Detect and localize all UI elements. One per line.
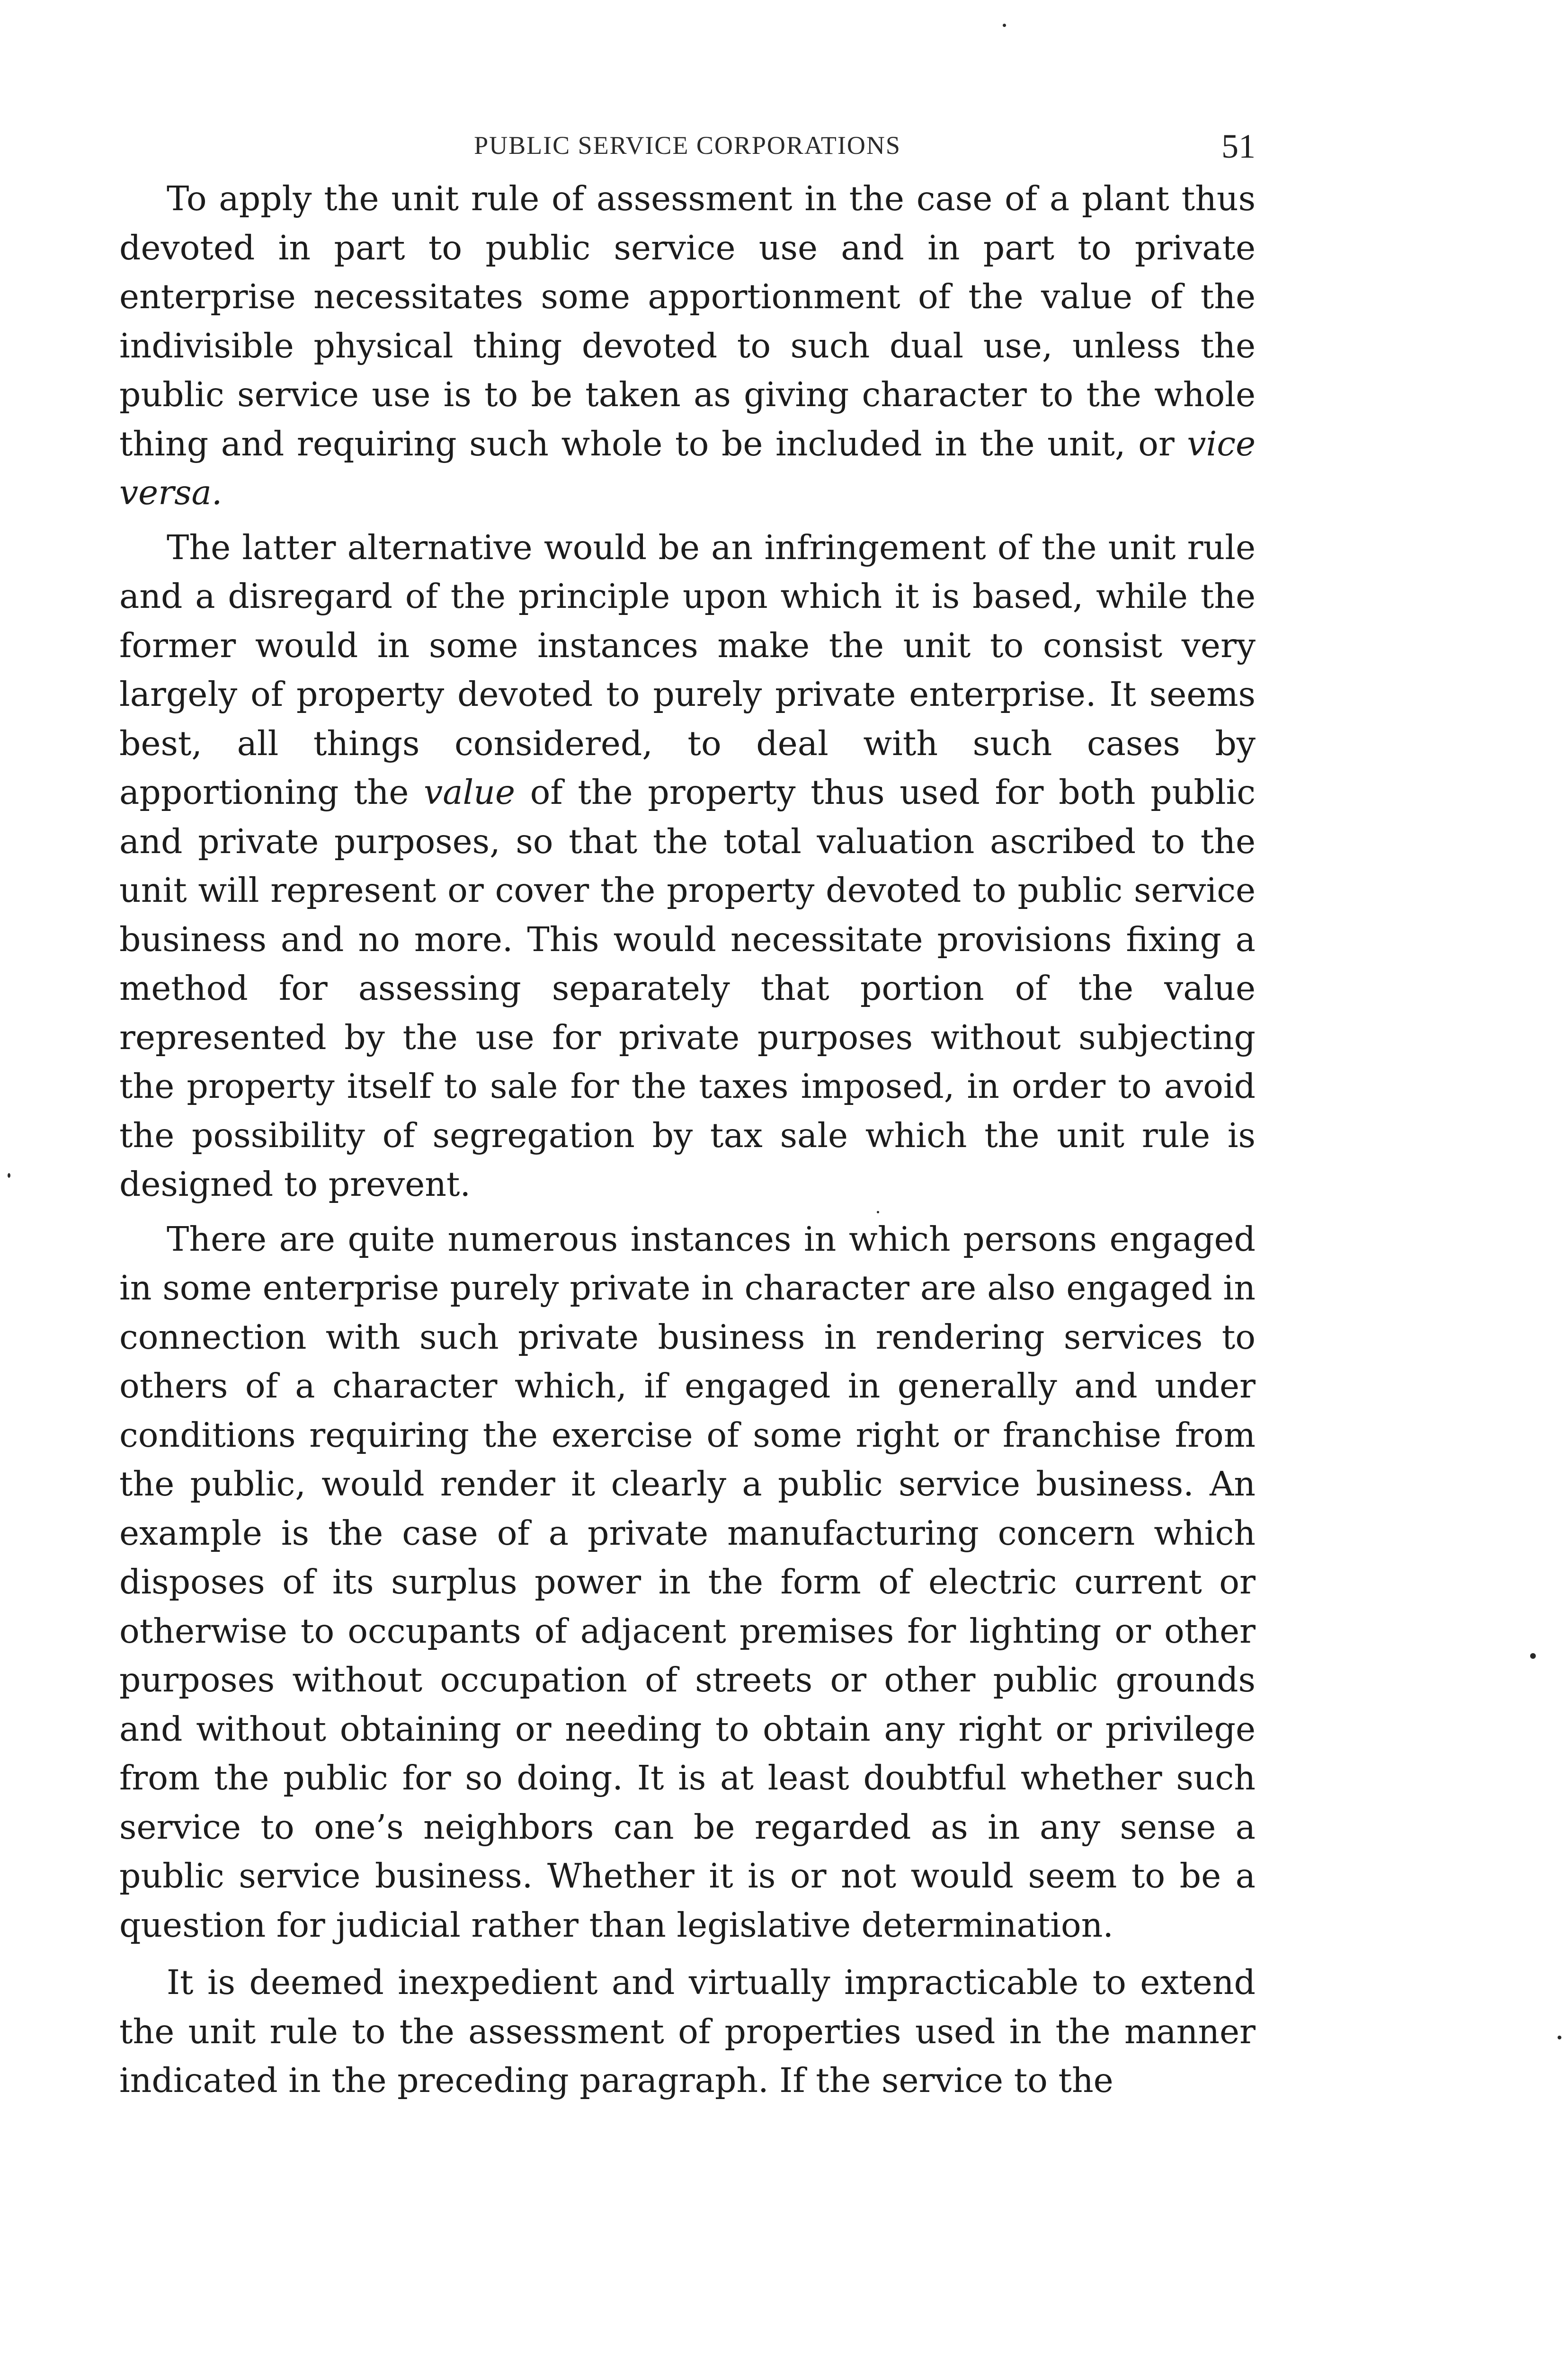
scan-speck — [1530, 1653, 1536, 1659]
paragraph-3 — [119, 1215, 1256, 1950]
scan-speck — [1558, 2036, 1561, 2039]
running-title: PUBLIC SERVICE CORPORATIONS — [474, 131, 901, 160]
page-number: 51 — [1221, 127, 1256, 165]
paragraph-2 — [119, 523, 1256, 1209]
scan-speck — [1003, 24, 1006, 27]
paragraph-1-text: To apply the unit rule of assessment in the case of a plant thus devoted in part to public service use and in part to private enterprise necessitates some apportionment of the value of the indivisible physical thing devoted to such dual use, unless the public service use is to be taken as giving character to the whole thing and requiring such whole to be included in the unit, or — [119, 179, 1256, 463]
paragraph-4 — [119, 1958, 1256, 2105]
scan-speck — [8, 1173, 10, 1178]
paragraph-3-text: There are quite numerous instances in which persons engaged in some enterprise purely private in character are also engaged in connection with such private business in rendering services to others of a character which, if engaged in generally and under conditions requiring the exercise of some right or franchise from the public, would render it clearly a public service business. An example is the case of a private manufacturing concern which disposes of its surplus power in the form of electric current or otherwise to occupants of adjacent premises for lighting or other purposes without occupation of streets or other public grounds and without obtaining or needing to obtain any right or privilege from the public for so doing. It is at least doubtful whether such service to one’s neighbors can be regarded as in any sense a public service business. Whether it is or not would seem to be a question for judicial rather than legislative determination. — [119, 1219, 1256, 1945]
paragraph-2-tail: of the property thus used for both public and private purposes, so that the total valuation ascribed to the unit will represent or cover the property devoted to public service business and no more. This would necessitate provisions fixing a method for assessing separately that portion of the value represented by the use for private purposes without subjecting the property itself to sale for the taxes imposed, in order to avoid the possibility of segregation by tax sale which the unit rule is designed to prevent. — [119, 773, 1256, 1204]
paragraph-4-text: It is deemed inexpedient and virtually impracticable to extend the unit rule to the assessment of properties used in the manner indicated in the preceding paragraph. If the service to the — [119, 1963, 1256, 2100]
body-text — [119, 174, 1256, 2105]
paragraph-2-italic: value — [424, 773, 515, 812]
paragraph-1 — [119, 174, 1256, 517]
paragraph-2-text: The latter alternative would be an infringement of the unit rule and a disregard of the principle upon which it is based, while the former would in some instances make the unit to consist very largely of property devoted to purely private enterprise. It seems best, all things considered, to deal with such cases by apportioning the — [119, 527, 1256, 812]
scan-speck — [877, 1211, 879, 1213]
paragraph-1-italic: vice versa. — [119, 424, 1256, 512]
running-header — [119, 127, 1256, 169]
